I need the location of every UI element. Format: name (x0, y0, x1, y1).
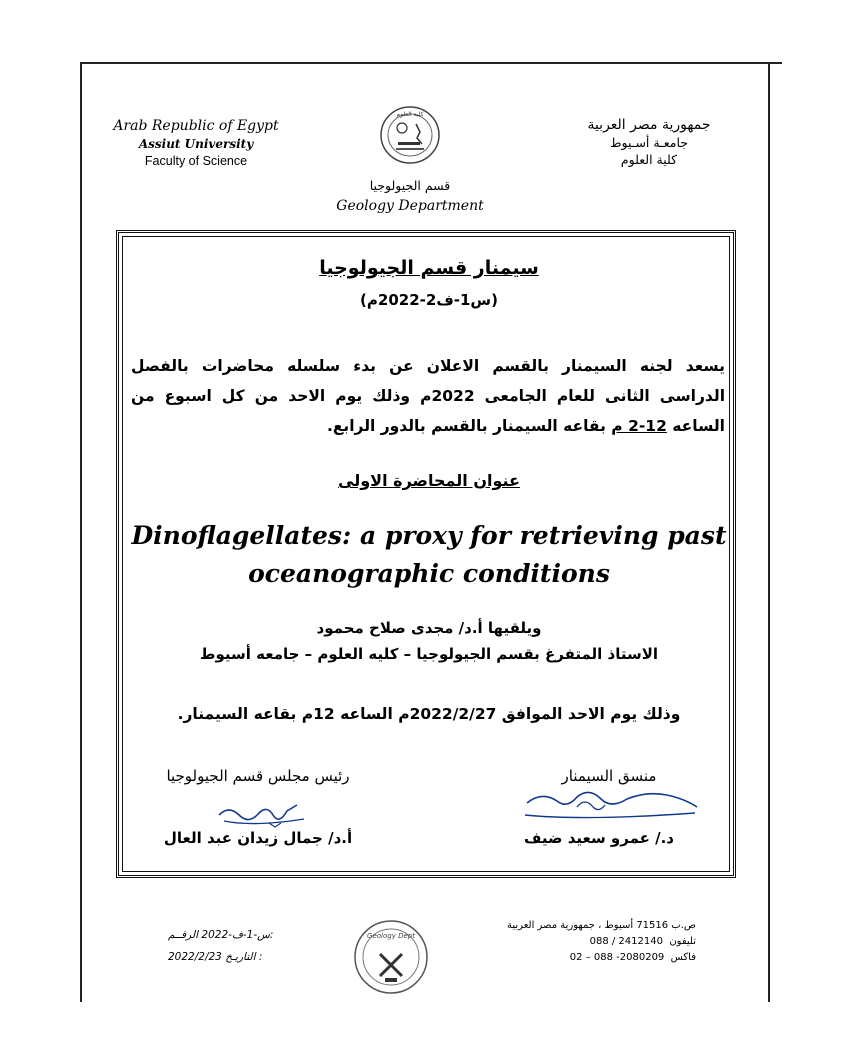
paragraph-part1: يسعد لجنه السيمنار بالقسم الاعلان عن بدء سلسله محاضرات بالفصل الدراسى الثانى للعام الجامعى 2022م وذلك يوم الاحد من كل اسبوع من الساعه (131, 357, 726, 435)
signature-right-icon (517, 785, 707, 827)
signature-left-title: رئيس مجلس قسم الجيولوجيا (166, 767, 350, 785)
header-en-university: Assiut University (138, 137, 254, 151)
signature-right-title: منسق السيمنار (561, 767, 657, 785)
announcement-paragraph (131, 351, 725, 441)
signature-right-name: د./ عمرو سعيد ضيف (524, 829, 674, 847)
announcement-box (116, 230, 736, 878)
faculty-logo-icon (378, 104, 442, 166)
header-arabic (564, 117, 734, 167)
paragraph-part2: بقاعه السيمنار بالقسم بالدور الرابع. (326, 417, 612, 435)
department-stamp-icon (352, 918, 430, 996)
footer-phone-line (490, 934, 696, 950)
header-ar-country: جمهورية مصر العربية (587, 117, 711, 133)
announcement-title: سيمنار قسم الجيولوجيا (319, 257, 539, 279)
header-ar-university: جامعـة أسـيوط (610, 135, 688, 150)
footer-date-line (168, 946, 278, 968)
announcement-code: (س1-ف2-2022م) (360, 291, 498, 309)
header-en-faculty: Faculty of Science (144, 154, 248, 168)
footer-fax-line (490, 950, 696, 966)
footer-phone: 088 / 2412140 (589, 936, 663, 947)
header-en-country: Arab Republic of Egypt (113, 118, 279, 134)
footer-ref-label: الرقــم: (168, 929, 274, 941)
lecture-date-line: وذلك يوم الاحد الموافق 2022/2/27م الساعه 12م بقاعه السيمنار. (177, 705, 681, 723)
footer-reference (168, 924, 278, 968)
footer-ref-line (168, 924, 278, 946)
signature-left-icon (199, 793, 339, 829)
footer-phone-label: تليفون (669, 936, 696, 947)
frame-tick (770, 62, 782, 64)
department-english: Geology Department (336, 198, 484, 214)
speaker-affiliation: الاستاذ المتفرغ بقسم الجيولوجيا – كليه العلوم – جامعه أسيوط (199, 645, 659, 663)
department-arabic: قسم الجيولوجيا (369, 178, 451, 193)
footer-ref-value: س-1-ف-2022 (201, 929, 270, 941)
lecture-label: عنوان المحاضرة الاولى (338, 471, 520, 490)
stamp-text: Geology Dept (367, 932, 415, 940)
paragraph-time: 12-2 م (611, 417, 667, 435)
signature-left-name: أ.د/ جمال زيدان عبد العال (163, 829, 353, 847)
header-english (110, 118, 282, 168)
footer-date-value: 2022/2/23 (168, 951, 222, 963)
footer-fax: 02 – 088 -2080209 (569, 952, 665, 963)
logo-text: كلية العلوم (396, 111, 424, 118)
footer-contact (490, 918, 696, 966)
footer-date-label: التاريـخ : (225, 951, 263, 963)
footer-address: ص.ب 71516 أسيوط ، جمهورية مصر العربية (507, 920, 696, 931)
speaker: ويلقيها أ.د/ مجدى صلاح محمود (316, 619, 542, 637)
footer-fax-label: فاكس (670, 952, 696, 963)
header-ar-faculty: كلية العلوم (620, 152, 678, 167)
lecture-title: Dinoflagellates: a proxy for retrieving past oceanographic conditions (131, 521, 727, 588)
